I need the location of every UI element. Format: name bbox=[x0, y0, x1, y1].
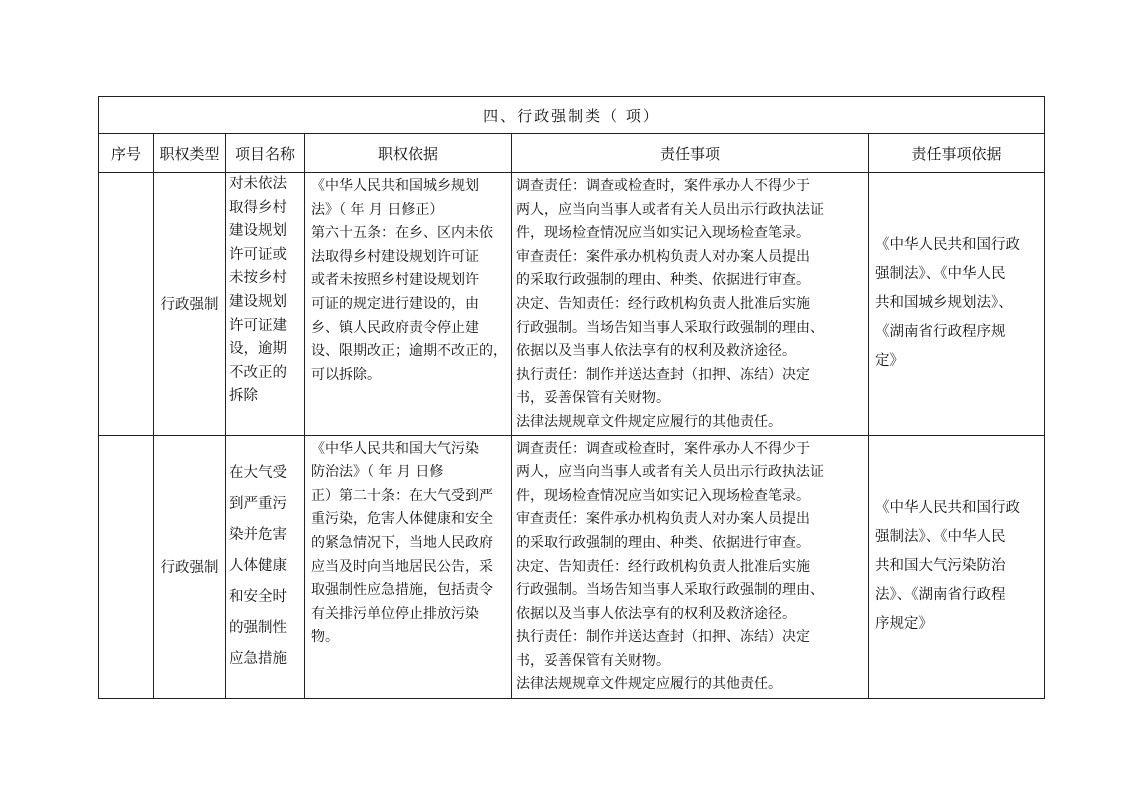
resp-line: 调查责任：调查或检查时，案件承办人不得少于 bbox=[516, 178, 810, 194]
basis-line: 第六十五条：在乡、区内未依 bbox=[311, 225, 493, 242]
cell-responsibility-basis bbox=[869, 173, 1045, 436]
basis-line: 应当及时向当地居民公告，采 bbox=[311, 558, 493, 575]
name-line: 对未依法 bbox=[229, 176, 287, 192]
table-title-row bbox=[99, 97, 1045, 134]
resp-basis-line: 定》 bbox=[875, 353, 904, 370]
cell-name bbox=[226, 173, 305, 436]
cell-name bbox=[226, 435, 305, 698]
resp-line: 法律法规规章文件规定应履行的其他责任。 bbox=[516, 413, 782, 430]
resp-line: 决定、告知责任：经行政机构负责人批准后实施 bbox=[516, 558, 810, 575]
name-line: 设，逾期 bbox=[229, 341, 287, 358]
name-line: 和安全时 bbox=[229, 589, 287, 606]
table-row bbox=[99, 173, 1045, 436]
basis-line: 《中华人民共和国大气污染 bbox=[311, 440, 479, 457]
name-line: 应急措施 bbox=[229, 651, 287, 668]
name-line: 建设规划 bbox=[229, 223, 287, 240]
basis-line: 《中华人民共和国城乡规划 bbox=[311, 178, 479, 194]
basis-line: 或者未按照乡村建设规划许 bbox=[311, 272, 479, 289]
cell-responsibility bbox=[512, 435, 869, 698]
resp-line: 依据以及当事人依法享有的权利及救济途径。 bbox=[516, 605, 796, 622]
cell-seq bbox=[99, 435, 154, 698]
name-line: 染并危害 bbox=[229, 527, 287, 544]
resp-basis-line: 共和国城乡规划法》、 bbox=[875, 295, 1013, 312]
resp-line: 调查责任：调查或检查时，案件承办人不得少于 bbox=[516, 440, 810, 457]
basis-line: 可证的规定进行建设的，由 bbox=[311, 295, 479, 312]
resp-line: 的采取行政强制的理由、种类、依据进行审查。 bbox=[516, 272, 810, 289]
resp-line: 的采取行政强制的理由、种类、依据进行审查。 bbox=[516, 534, 810, 551]
resp-line: 审查责任：案件承办机构负责人对办案人员提出 bbox=[516, 248, 810, 265]
header-row bbox=[99, 134, 1045, 173]
resp-line: 执行责任：制作并送达查封（扣押、冻结）决定 bbox=[516, 629, 810, 646]
resp-basis-line: 《湖南省行政程序规 bbox=[875, 324, 1006, 341]
table-title: 四、行政强制类（ 项） bbox=[99, 97, 1045, 134]
name-line: 的强制性 bbox=[229, 620, 287, 637]
resp-line: 两人，应当向当事人或者有关人员出示行政执法证 bbox=[516, 201, 824, 218]
cell-basis bbox=[305, 435, 512, 698]
resp-line: 书，妥善保管有关财物。 bbox=[516, 390, 670, 407]
resp-line: 决定、告知责任：经行政机构负责人批准后实施 bbox=[516, 295, 810, 312]
name-line: 建设规划 bbox=[229, 293, 287, 310]
resp-line: 件，现场检查情况应当如实记入现场检查笔录。 bbox=[516, 487, 810, 504]
resp-basis-line: 强制法》、《中华人民 bbox=[875, 266, 1006, 283]
basis-line: 防治法》（ 年 月 日修 bbox=[311, 464, 444, 481]
header-responsibility: 责任事项 bbox=[512, 134, 869, 173]
cell-responsibility-basis bbox=[869, 435, 1045, 698]
basis-line: 的紧急情况下，当地人民政府 bbox=[311, 534, 493, 551]
name-line: 在大气受 bbox=[229, 465, 287, 482]
header-seq: 序号 bbox=[99, 134, 154, 173]
name-line: 取得乡村 bbox=[229, 199, 287, 216]
name-line: 拆除 bbox=[229, 388, 258, 405]
name-line: 许可证建 bbox=[229, 317, 287, 334]
basis-line: 重污染，危害人体健康和安全 bbox=[311, 511, 493, 528]
header-type: 职权类型 bbox=[154, 134, 226, 173]
basis-line: 设、限期改正；逾期不改正的， bbox=[311, 343, 507, 360]
resp-basis-line: 序规定》 bbox=[875, 616, 933, 633]
name-line: 不改正的 bbox=[229, 364, 287, 381]
resp-line: 行政强制。当场告知当事人采取行政强制的理由、 bbox=[516, 582, 824, 599]
name-line: 未按乡村 bbox=[229, 270, 287, 287]
basis-line: 有关排污单位停止排放污染 bbox=[311, 605, 479, 622]
cell-type: 行政强制 bbox=[154, 173, 226, 436]
header-basis: 职权依据 bbox=[305, 134, 512, 173]
cell-type: 行政强制 bbox=[154, 435, 226, 698]
basis-line: 乡、镇人民政府责令停止建 bbox=[311, 319, 479, 336]
resp-line: 执行责任：制作并送达查封（扣押、冻结）决定 bbox=[516, 366, 810, 383]
resp-basis-line: 强制法》、《中华人民 bbox=[875, 529, 1006, 546]
coercion-table bbox=[98, 96, 1045, 699]
basis-line: 物。 bbox=[311, 629, 339, 646]
resp-line: 件，现场检查情况应当如实记入现场检查笔录。 bbox=[516, 225, 810, 242]
cell-responsibility bbox=[512, 173, 869, 436]
resp-basis-line: 《中华人民共和国行政 bbox=[875, 500, 1020, 517]
cell-basis bbox=[305, 173, 512, 436]
resp-line: 行政强制。当场告知当事人采取行政强制的理由、 bbox=[516, 319, 824, 336]
resp-basis-line: 《中华人民共和国行政 bbox=[875, 237, 1020, 254]
cell-seq bbox=[99, 173, 154, 436]
resp-basis-line: 法》、《湖南省行政程 bbox=[875, 587, 1006, 604]
resp-line: 审查责任：案件承办机构负责人对办案人员提出 bbox=[516, 511, 810, 528]
basis-line: 法》（ 年 月 日修正） bbox=[311, 201, 444, 218]
resp-basis-line: 共和国大气污染防治 bbox=[875, 558, 1006, 575]
basis-line: 正）第二十条：在大气受到严 bbox=[311, 487, 493, 504]
name-line: 人体健康 bbox=[229, 558, 287, 575]
basis-line: 取强制性应急措施，包括责令 bbox=[311, 582, 493, 599]
header-responsibility-basis: 责任事项依据 bbox=[869, 134, 1045, 173]
basis-line: 可以拆除。 bbox=[311, 366, 381, 383]
resp-line: 法律法规规章文件规定应履行的其他责任。 bbox=[516, 676, 782, 693]
resp-line: 书，妥善保管有关财物。 bbox=[516, 652, 670, 669]
header-name: 项目名称 bbox=[226, 134, 305, 173]
resp-line: 依据以及当事人依法享有的权利及救济途径。 bbox=[516, 343, 796, 360]
basis-line: 法取得乡村建设规划许可证 bbox=[311, 248, 479, 265]
name-line: 到严重污 bbox=[229, 496, 287, 513]
name-line: 许可证或 bbox=[229, 246, 287, 263]
resp-line: 两人，应当向当事人或者有关人员出示行政执法证 bbox=[516, 464, 824, 481]
table-row bbox=[99, 435, 1045, 698]
